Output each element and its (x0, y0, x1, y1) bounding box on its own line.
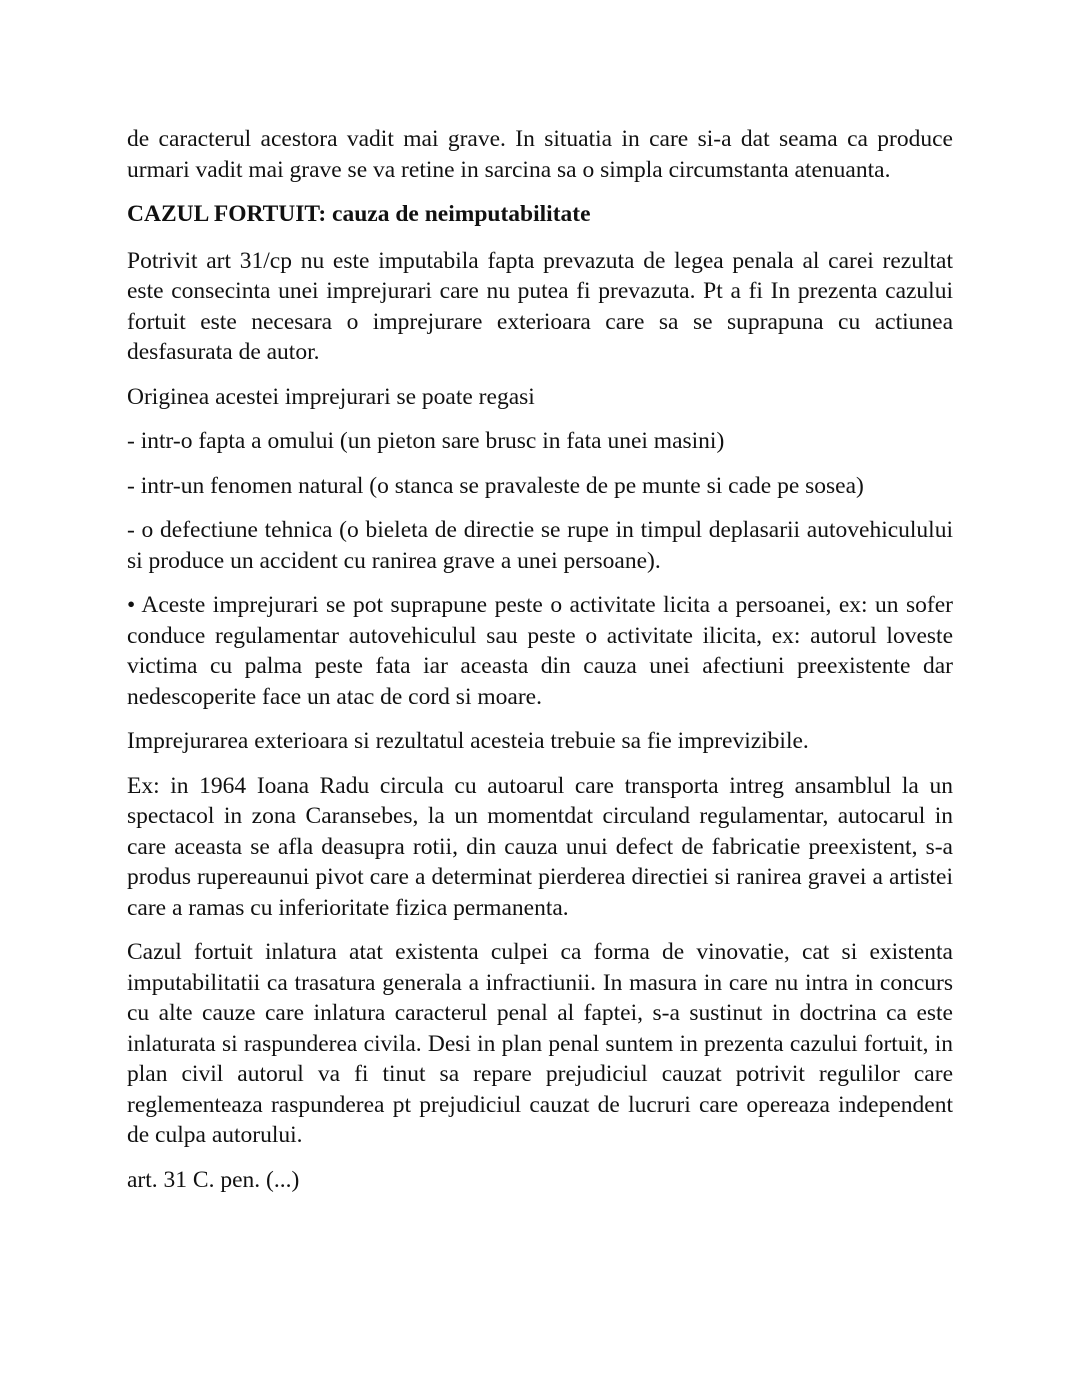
effects-paragraph: Cazul fortuit inlatura atat existenta culpei ca forma de vinovatie, cat si existenta imputabilitatii ca trasatura generala a infractiunii. In masura in care nu intra in concurs cu alte cauze care inlatura caracterul penal al faptei, s-a sustinut in doctrina ca este inlaturata si raspunderea civila. Desi in plan penal suntem in prezenta cazului fortuit, in plan civil autorul va fi tinut sa repare prejudiciul cauzat potrivit regulilor care reglementeaza raspunderea pt prejudiciul cauzat de lucruri care opereaza independent de culpa autorului. (127, 939, 953, 1148)
article-reference: art. 31 C. pen. (...) (127, 1166, 300, 1193)
bullet-paragraph: • Aceste imprejurari se pot suprapune peste o activitate licita a persoanei, ex: un sofer conduce regulamentar autovehiculul sau peste o activitate ilicita, ex: autorul loveste victima cu palma peste fata iar aceasta din cauza unei afectiuni preexistente dar nedescoperite face un atac de cord si moare. (127, 592, 953, 710)
section-heading: CAZUL FORTUIT: cauza de neimputabilitate (127, 201, 591, 227)
unpredictability-paragraph: Imprejurarea exterioara si rezultatul acesteia trebuie sa fie imprevizibile. (127, 728, 809, 754)
origin-paragraph: Originea acestei imprejurari se poate regasi (127, 383, 535, 410)
example-paragraph: Ex: in 1964 Ioana Radu circula cu autoarul care transporta intreg ansamblul la un spectacol in zona Caransebes, la un momentdat circuland regulamentar, autocarul in care aceasta se afla deasupra rotii, din cauza unui defect de fabricatie preexistent, s-a produs rupereaunui pivot care a determinat pierderea directiei si ranirea gravei a artistei care a ramas cu inferioritate fizica permanenta. (127, 772, 953, 921)
intro-paragraph: de caracterul acestora vadit mai grave. In situatia in care si-a dat seama ca produce urmari vadit mai grave se va retine in sarcina sa o simpla circumstanta atenuanta. (127, 126, 953, 183)
definition-paragraph: Potrivit art 31/cp nu este imputabila fapta prevazuta de legea penala al carei rezultat este consecinta unei imprejurari care nu putea fi prevazuta. Pt a fi In prezenta cazului fortuit este necesara o imprejurare exterioara care sa se suprapuna cu actiunea desfasurata de autor. (127, 247, 953, 365)
document-page (127, 124, 953, 1209)
list-item: - o defectiune tehnica (o bieleta de directie se rupe in timpul deplasarii autovehiculului si produce un accident cu ranirea grave a unei persoane). (127, 517, 953, 574)
list-item: - intr-o fapta a omului (un pieton sare brusc in fata unei masini) (127, 428, 725, 454)
list-item: - intr-un fenomen natural (o stanca se pravaleste de pe munte si cade pe sosea) (127, 472, 864, 499)
